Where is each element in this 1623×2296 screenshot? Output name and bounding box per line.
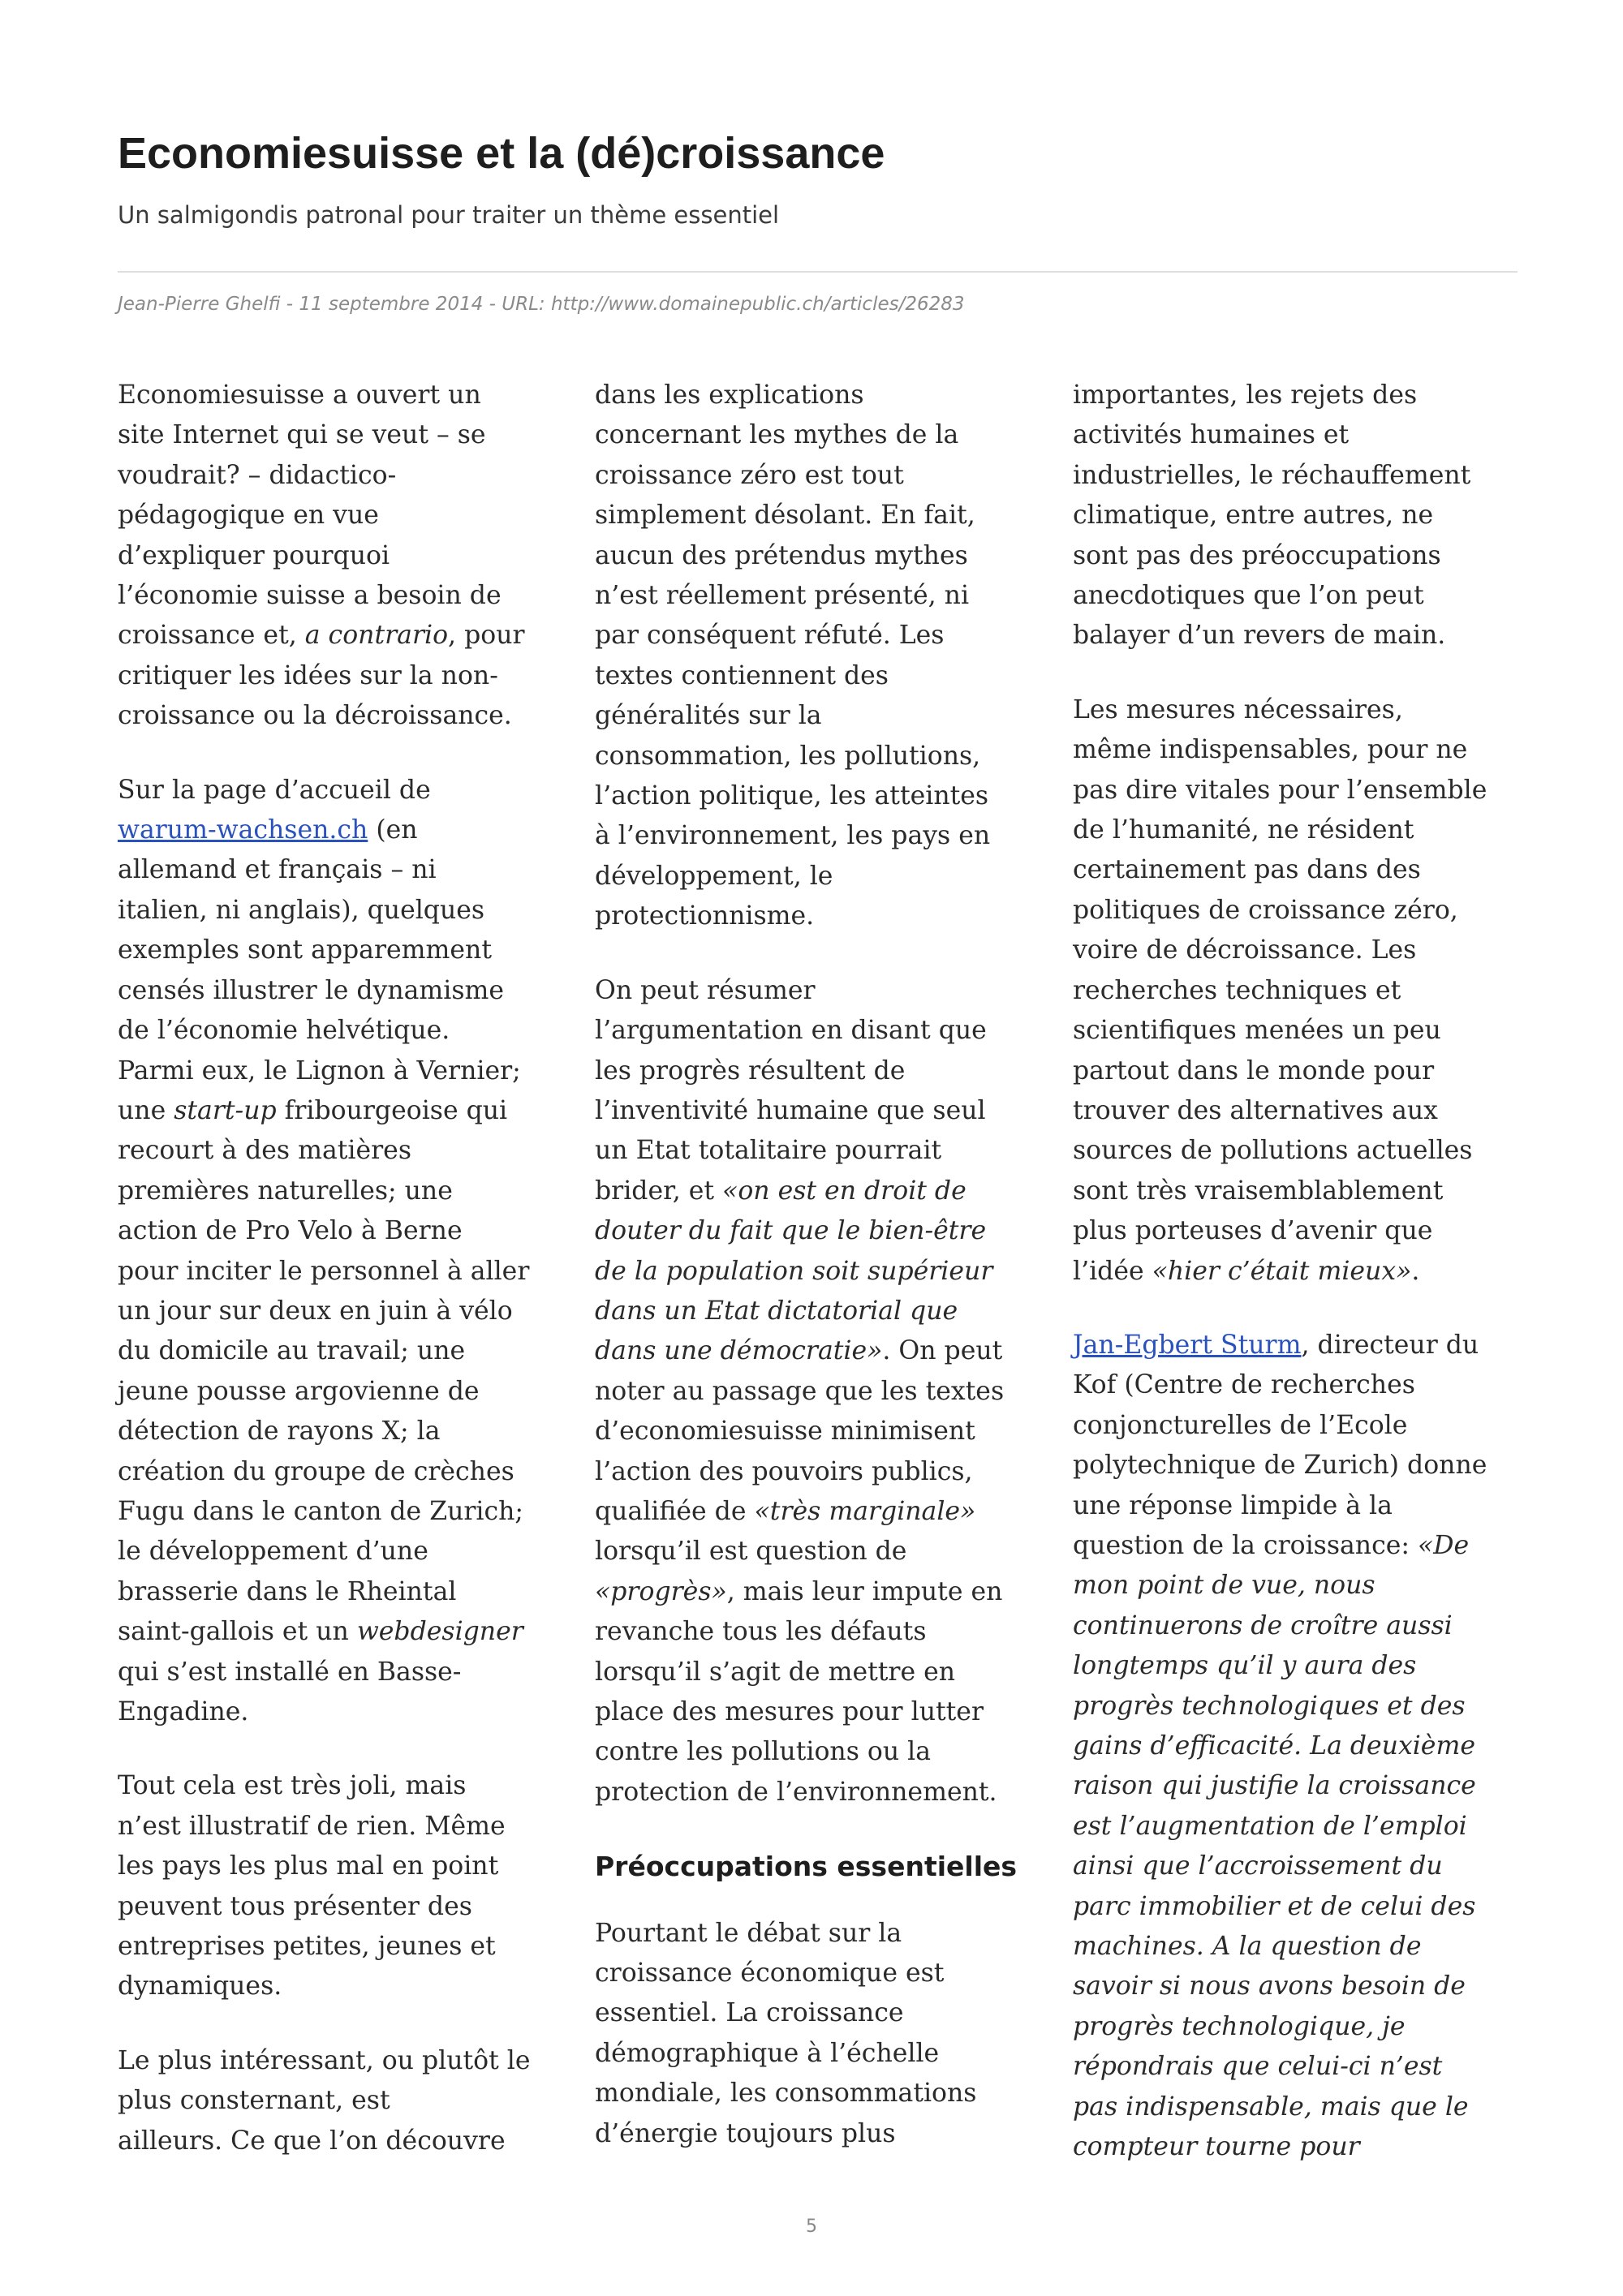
text-line: de l’humanité, ne résident	[1073, 815, 1414, 845]
text-line: généralités sur la	[595, 701, 822, 731]
text-line: le développement d’une	[118, 1537, 428, 1567]
text-line: d’expliquer pourquoi	[118, 540, 390, 570]
text-line: consommation, les pollutions,	[595, 741, 981, 771]
italic-line: gains d’efficacité. La deuxième	[1073, 1731, 1475, 1761]
italic-line: de la population soit supérieur	[595, 1256, 993, 1286]
text-line: simplement désolant. En fait,	[595, 501, 975, 531]
text-line: détection de rayons X; la	[118, 1417, 441, 1447]
italic-line: pas indispensable, mais que le	[1073, 2092, 1469, 2122]
article-subtitle: Un salmigondis patronal pour traiter un thème essentiel	[118, 201, 780, 229]
text-line: revanche tous les défauts	[595, 1617, 927, 1647]
text-line	[595, 1572, 1049, 1612]
text-line: trouver des alternatives aux	[1073, 1095, 1438, 1125]
text-line: sont pas des préoccupations	[1073, 540, 1441, 570]
italic-phrase: «hier c’était mieux»	[1152, 1256, 1412, 1286]
text-line: brasserie dans le Rheintal	[118, 1576, 457, 1606]
text-line: balayer d’un revers de main.	[1073, 621, 1446, 651]
text-run: question de la croissance:	[1073, 1530, 1418, 1560]
text-line: n’est réellement présenté, ni	[595, 581, 970, 611]
text-line: allemand et français – ni	[118, 855, 437, 885]
text-line: qui s’est installé en Basse-	[118, 1657, 462, 1687]
article-meta: Jean-Pierre Ghelfi - 11 septembre 2014 - URL: http://www.domainepublic.ch/articles/26283	[118, 294, 965, 315]
text-line: voire de décroissance. Les	[1073, 935, 1417, 965]
paragraph	[595, 971, 1049, 1813]
text-line: croissance économique est	[595, 1958, 945, 1989]
text-run: une	[118, 1095, 174, 1125]
italic-line: douter du fait que le bien-être	[595, 1216, 987, 1246]
text-line: censés illustrer le dynamisme	[118, 975, 505, 1005]
italic-phrase: «De	[1418, 1530, 1470, 1560]
text-line: textes contiennent des	[595, 660, 889, 690]
italic-line: dans un Etat dictatorial que	[595, 1296, 958, 1326]
text-line: certainement pas dans des	[1073, 855, 1421, 885]
text-line: site Internet qui se veut – se	[118, 420, 486, 450]
text-line: partout dans le monde pour	[1073, 1056, 1435, 1086]
page-number: 5	[806, 2216, 817, 2237]
italic-line: ainsi que l’accroissement du	[1073, 1851, 1443, 1881]
text-line: l’argumentation en disant que	[595, 1016, 987, 1046]
text-line: contre les pollutions ou la	[595, 1737, 932, 1767]
text-line: Tout cela est très joli, mais	[118, 1771, 467, 1801]
italic-line: raison qui justifie la croissance	[1073, 1771, 1476, 1801]
text-line: dans les explications	[595, 381, 864, 410]
jan-egbert-sturm-link[interactable]: Jan-Egbert Sturm	[1073, 1330, 1302, 1360]
text-line: l’action politique, les atteintes	[595, 781, 989, 811]
text-run: qualifiée de	[595, 1496, 755, 1526]
text-line: On peut résumer	[595, 975, 816, 1005]
text-line: du domicile au travail; une	[118, 1336, 466, 1366]
italic-phrase: start-up	[174, 1095, 277, 1125]
text-line: place des mesures pour lutter	[595, 1697, 984, 1726]
text-line	[118, 1612, 572, 1652]
article-title: Economiesuisse et la (dé)croissance	[118, 129, 885, 178]
header-divider	[118, 271, 1518, 273]
text-line: lorsqu’il s’agit de mettre en	[595, 1657, 956, 1687]
text-run: , pour	[448, 621, 525, 651]
text-line: action de Pro Velo à Berne	[118, 1216, 463, 1246]
text-run: brider, et	[595, 1176, 723, 1206]
text-line	[1073, 1252, 1527, 1292]
text-line: Sur la page d’accueil de	[118, 775, 431, 805]
text-line: exemples sont apparemment	[118, 935, 492, 965]
text-column-1	[118, 376, 572, 2195]
paragraph	[1073, 376, 1527, 656]
text-line	[1073, 1326, 1527, 1365]
text-line: Economiesuisse a ouvert un	[118, 381, 481, 410]
text-line: climatique, entre autres, ne	[1073, 501, 1434, 531]
text-line: une réponse limpide à la	[1073, 1490, 1393, 1520]
text-line: n’est illustratif de rien. Même	[118, 1811, 506, 1841]
text-line: pas dire vitales pour l’ensemble	[1073, 775, 1487, 805]
italic-phrase: «on est en droit de	[722, 1176, 966, 1206]
text-line: Les mesures nécessaires,	[1073, 694, 1403, 724]
text-line: critiquer les idées sur la non-	[118, 660, 498, 690]
italic-phrase: dans une démocratie»	[595, 1336, 883, 1366]
italic-line: répondrais que celui-ci n’est	[1073, 2052, 1443, 2082]
text-line: croissance ou la décroissance.	[118, 701, 512, 731]
text-run: (en	[368, 815, 418, 845]
text-line	[118, 810, 572, 850]
paragraph	[1073, 690, 1527, 1292]
text-line: Kof (Centre de recherches	[1073, 1370, 1415, 1400]
text-line: lorsqu’il est question de	[595, 1537, 907, 1567]
text-line: voudrait? – didactico-	[118, 460, 397, 490]
text-line: aucun des prétendus mythes	[595, 540, 968, 570]
text-run: saint-gallois et un	[118, 1617, 357, 1647]
text-line: Engadine.	[118, 1697, 249, 1726]
text-line: concernant les mythes de la	[595, 420, 959, 450]
text-line	[595, 1492, 1049, 1532]
italic-line: progrès technologique, je	[1073, 2011, 1406, 2041]
text-line: Parmi eux, le Lignon à Vernier;	[118, 1056, 521, 1086]
italic-line: savoir si nous avons besoin de	[1073, 1971, 1466, 2001]
paragraph	[118, 771, 572, 1733]
text-line	[595, 1331, 1049, 1371]
text-column-3	[1073, 376, 1527, 2201]
section-heading: Préoccupations essentielles	[595, 1851, 1018, 1883]
text-line: recourt à des matières	[118, 1136, 411, 1166]
text-line: de l’économie helvétique.	[118, 1016, 450, 1046]
text-line: industrielles, le réchauffement	[1073, 460, 1471, 490]
paragraph	[118, 1766, 572, 2006]
italic-line: longtemps qu’il y aura des	[1073, 1651, 1417, 1681]
text-line: polytechnique de Zurich) donne	[1073, 1451, 1487, 1481]
text-line: un Etat totalitaire pourrait	[595, 1136, 942, 1166]
warum-wachsen-link[interactable]: warum-wachsen.ch	[118, 815, 368, 845]
paragraph	[118, 2041, 572, 2161]
text-line: pédagogique en vue	[118, 501, 379, 531]
text-line: ailleurs. Ce que l’on découvre	[118, 2126, 506, 2156]
text-line: noter au passage que les textes	[595, 1376, 1005, 1406]
italic-line: mon point de vue, nous	[1073, 1571, 1375, 1601]
text-line: croissance zéro est tout	[595, 460, 904, 490]
text-line: pour inciter le personnel à aller	[118, 1256, 530, 1286]
text-line: création du groupe de crèches	[118, 1456, 514, 1486]
text-line: jeune pousse argovienne de	[118, 1376, 480, 1406]
text-line: importantes, les rejets des	[1073, 381, 1418, 410]
italic-line: compteur tourne pour	[1073, 2132, 1360, 2162]
text-line: activités humaines et	[1073, 420, 1350, 450]
text-line: même indispensables, pour ne	[1073, 735, 1468, 765]
text-run: fribourgeoise qui	[276, 1095, 508, 1125]
text-line: protectionnisme.	[595, 901, 815, 931]
text-line: conjoncturelles de l’Ecole	[1073, 1410, 1408, 1440]
text-line: d’énergie toujours plus	[595, 2118, 896, 2148]
text-line: premières naturelles; une	[118, 1176, 453, 1206]
text-line: plus consternant, est	[118, 2086, 390, 2116]
text-line: l’inventivité humaine que seul	[595, 1095, 986, 1125]
text-line: les pays les plus mal en point	[118, 1851, 499, 1881]
paragraph	[595, 376, 1049, 937]
italic-line: progrès technologiques et des	[1073, 1691, 1466, 1721]
text-run: , directeur du	[1301, 1330, 1479, 1360]
paragraph	[118, 376, 572, 737]
text-line: sont très vraisemblablement	[1073, 1176, 1444, 1206]
text-line: démographique à l’échelle	[595, 2038, 940, 2068]
text-line	[1073, 1526, 1527, 1566]
text-run: l’idée	[1073, 1256, 1152, 1286]
italic-line: est l’augmentation de l’emploi	[1073, 1811, 1467, 1841]
text-line: un jour sur deux en juin à vélo	[118, 1296, 513, 1326]
text-line: entreprises petites, jeunes et	[118, 1932, 496, 1962]
text-column-2	[595, 376, 1049, 2188]
italic-line: continuerons de croître aussi	[1073, 1610, 1453, 1640]
text-line: les progrès résultent de	[595, 1056, 906, 1086]
text-line: à l’environnement, les pays en	[595, 821, 991, 851]
text-run: .	[1411, 1256, 1420, 1286]
text-run: croissance et,	[118, 621, 305, 651]
text-run: . On peut	[882, 1336, 1003, 1366]
text-line: Pourtant le débat sur la	[595, 1918, 902, 1948]
text-line: protection de l’environnement.	[595, 1777, 997, 1807]
italic-phrase: webdesigner	[356, 1617, 523, 1647]
italic-line: machines. A la question de	[1073, 1932, 1422, 1962]
text-line: l’économie suisse a besoin de	[118, 581, 502, 611]
text-line: recherches techniques et	[1073, 975, 1401, 1005]
text-line	[118, 616, 572, 656]
text-line: Le plus intéressant, ou plutôt le	[118, 2045, 531, 2075]
text-line: développement, le	[595, 861, 833, 891]
text-line: scientifiques menées un peu	[1073, 1016, 1441, 1046]
text-line: l’action des pouvoirs publics,	[595, 1456, 973, 1486]
italic-phrase: a contrario	[304, 621, 449, 651]
paragraph	[595, 1914, 1049, 2154]
italic-phrase: «très marginale»	[754, 1496, 976, 1526]
italic-phrase: «progrès»	[595, 1576, 727, 1606]
text-line: d’economiesuisse minimisent	[595, 1417, 975, 1447]
text-line: essentiel. La croissance	[595, 1998, 904, 2028]
paragraph	[1073, 1326, 1527, 2168]
text-line: politiques de croissance zéro,	[1073, 895, 1458, 925]
text-line	[118, 1091, 572, 1131]
text-line: peuvent tous présenter des	[118, 1891, 472, 1921]
text-line	[595, 1172, 1049, 1211]
text-line: anecdotiques que l’on peut	[1073, 581, 1424, 611]
italic-line: parc immobilier et de celui des	[1073, 1891, 1476, 1921]
text-line: plus porteuses d’avenir que	[1073, 1216, 1433, 1246]
text-run: , mais leur impute en	[726, 1576, 1003, 1606]
text-line: mondiale, les consommations	[595, 2079, 977, 2109]
text-line: par conséquent réfuté. Les	[595, 621, 945, 651]
text-line: dynamiques.	[118, 1971, 282, 2001]
text-line: italien, ni anglais), quelques	[118, 895, 485, 925]
text-line: sources de pollutions actuelles	[1073, 1136, 1473, 1166]
text-line: Fugu dans le canton de Zurich;	[118, 1496, 524, 1526]
